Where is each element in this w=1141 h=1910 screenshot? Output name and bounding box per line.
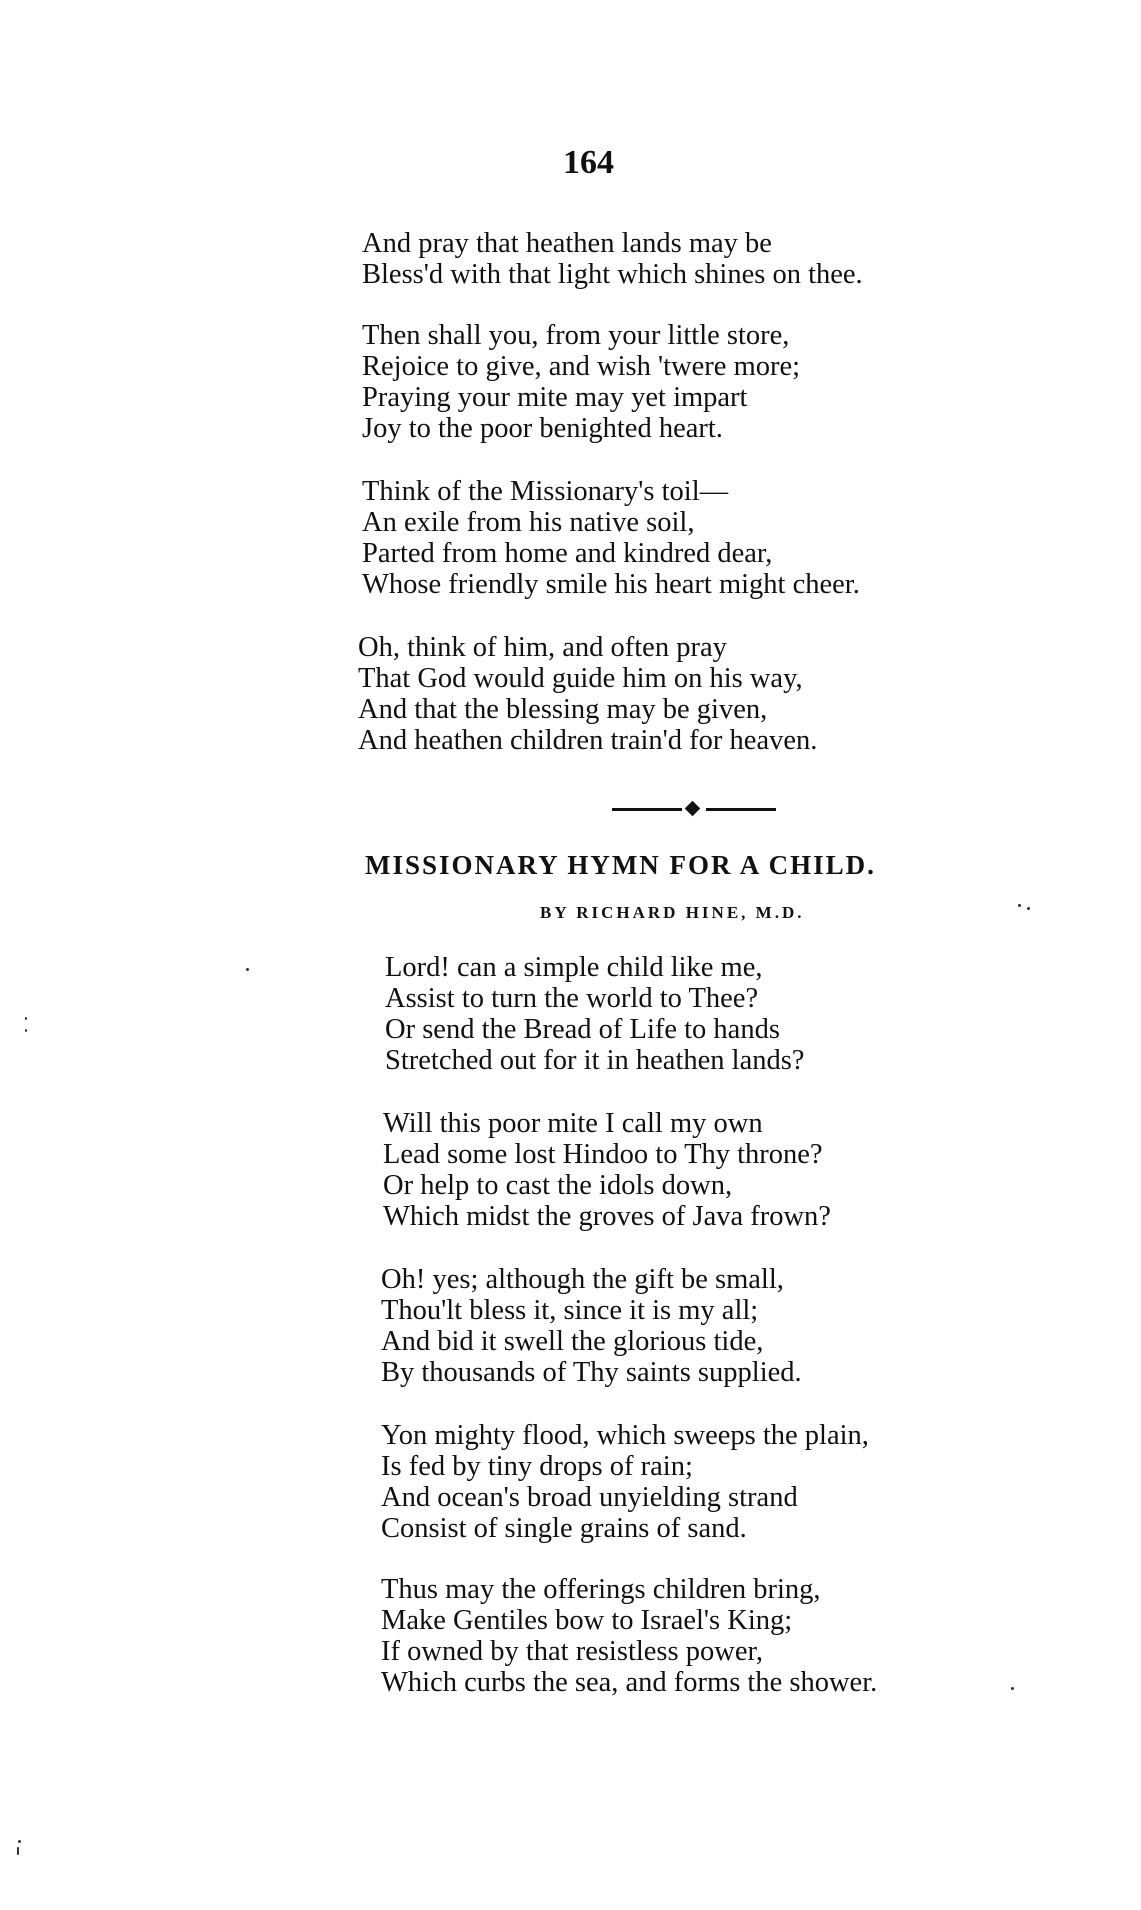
divider-rule-right [706, 808, 776, 811]
hymn-line: Or send the Bread of Life to hands [385, 1014, 780, 1045]
section-divider-ornament [612, 802, 776, 816]
poem-line: Joy to the poor benighted heart. [362, 413, 723, 444]
hymn-stanza-1 [385, 952, 804, 1076]
hymn-line: Stretched out for it in heathen lands? [385, 1045, 805, 1076]
poem-line: Parted from home and kindred dear, [362, 538, 773, 569]
hymn-line: Will this poor mite I call my own [383, 1108, 763, 1139]
page-number: 164 [563, 144, 614, 181]
scan-speck [25, 1017, 27, 1020]
hymn-stanza-4 [381, 1420, 869, 1544]
first-poem-stanza-4 [358, 632, 817, 756]
hymn-line: Lord! can a simple child like me, [385, 952, 763, 983]
hymn-line: Assist to turn the world to Thee? [385, 983, 759, 1014]
first-poem-stanza-2 [362, 320, 800, 444]
hymn-stanza-3 [381, 1264, 802, 1388]
poem-line: That God would guide him on his way, [358, 663, 803, 694]
hymn-byline: BY RICHARD HINE, M.D. [540, 903, 805, 922]
scan-speck [246, 968, 249, 971]
hymn-line: Thou'lt bless it, since it is my all; [381, 1295, 759, 1326]
first-poem-stanza-1 [362, 228, 863, 290]
hymn-line: Which curbs the sea, and forms the shower. [381, 1667, 878, 1698]
diamond-icon [685, 801, 701, 817]
hymn-line: Which midst the groves of Java frown? [383, 1201, 831, 1232]
poem-line: Praying your mite may yet impart [362, 382, 748, 413]
hymn-line: Is fed by tiny drops of rain; [381, 1451, 693, 1482]
hymn-stanza-5 [381, 1574, 877, 1698]
poem-line: And heathen children train'd for heaven. [358, 725, 818, 756]
divider-rule-left [612, 808, 682, 811]
scan-speck [18, 1840, 21, 1843]
poem-line: Oh, think of him, and often pray [358, 632, 727, 663]
poem-line: And that the blessing may be given, [358, 694, 768, 725]
hymn-stanza-2 [383, 1108, 831, 1232]
hymn-line: Lead some lost Hindoo to Thy throne? [383, 1139, 823, 1170]
poem-line: Think of the Missionary's toil— [362, 476, 729, 507]
hymn-line: And bid it swell the glorious tide, [381, 1326, 764, 1357]
poem-line: An exile from his native soil, [362, 507, 695, 538]
hymn-title: MISSIONARY HYMN FOR A CHILD. [365, 850, 876, 880]
scan-speck [1027, 907, 1030, 910]
hymn-line: Oh! yes; although the gift be small, [381, 1264, 784, 1295]
scan-speck [17, 1847, 19, 1855]
hymn-line: Consist of single grains of sand. [381, 1513, 747, 1544]
poem-line: Rejoice to give, and wish 'twere more; [362, 351, 801, 382]
hymn-line: Thus may the offerings children bring, [381, 1574, 821, 1605]
scan-speck [1011, 1687, 1014, 1690]
scan-speck [25, 1029, 27, 1032]
poem-line: Whose friendly smile his heart might cheer. [362, 569, 860, 600]
hymn-line: Yon mighty flood, which sweeps the plain, [381, 1420, 869, 1451]
scan-speck [1018, 904, 1021, 907]
hymn-line: And ocean's broad unyielding strand [381, 1482, 798, 1513]
hymn-line: By thousands of Thy saints supplied. [381, 1357, 802, 1388]
hymn-line: Or help to cast the idols down, [383, 1170, 733, 1201]
first-poem-stanza-3 [362, 476, 860, 600]
hymn-line: Make Gentiles bow to Israel's King; [381, 1605, 793, 1636]
poem-line: Bless'd with that light which shines on thee. [362, 259, 863, 290]
poem-line: Then shall you, from your little store, [362, 320, 790, 351]
poem-line: And pray that heathen lands may be [362, 228, 772, 259]
hymn-line: If owned by that resistless power, [381, 1636, 763, 1667]
